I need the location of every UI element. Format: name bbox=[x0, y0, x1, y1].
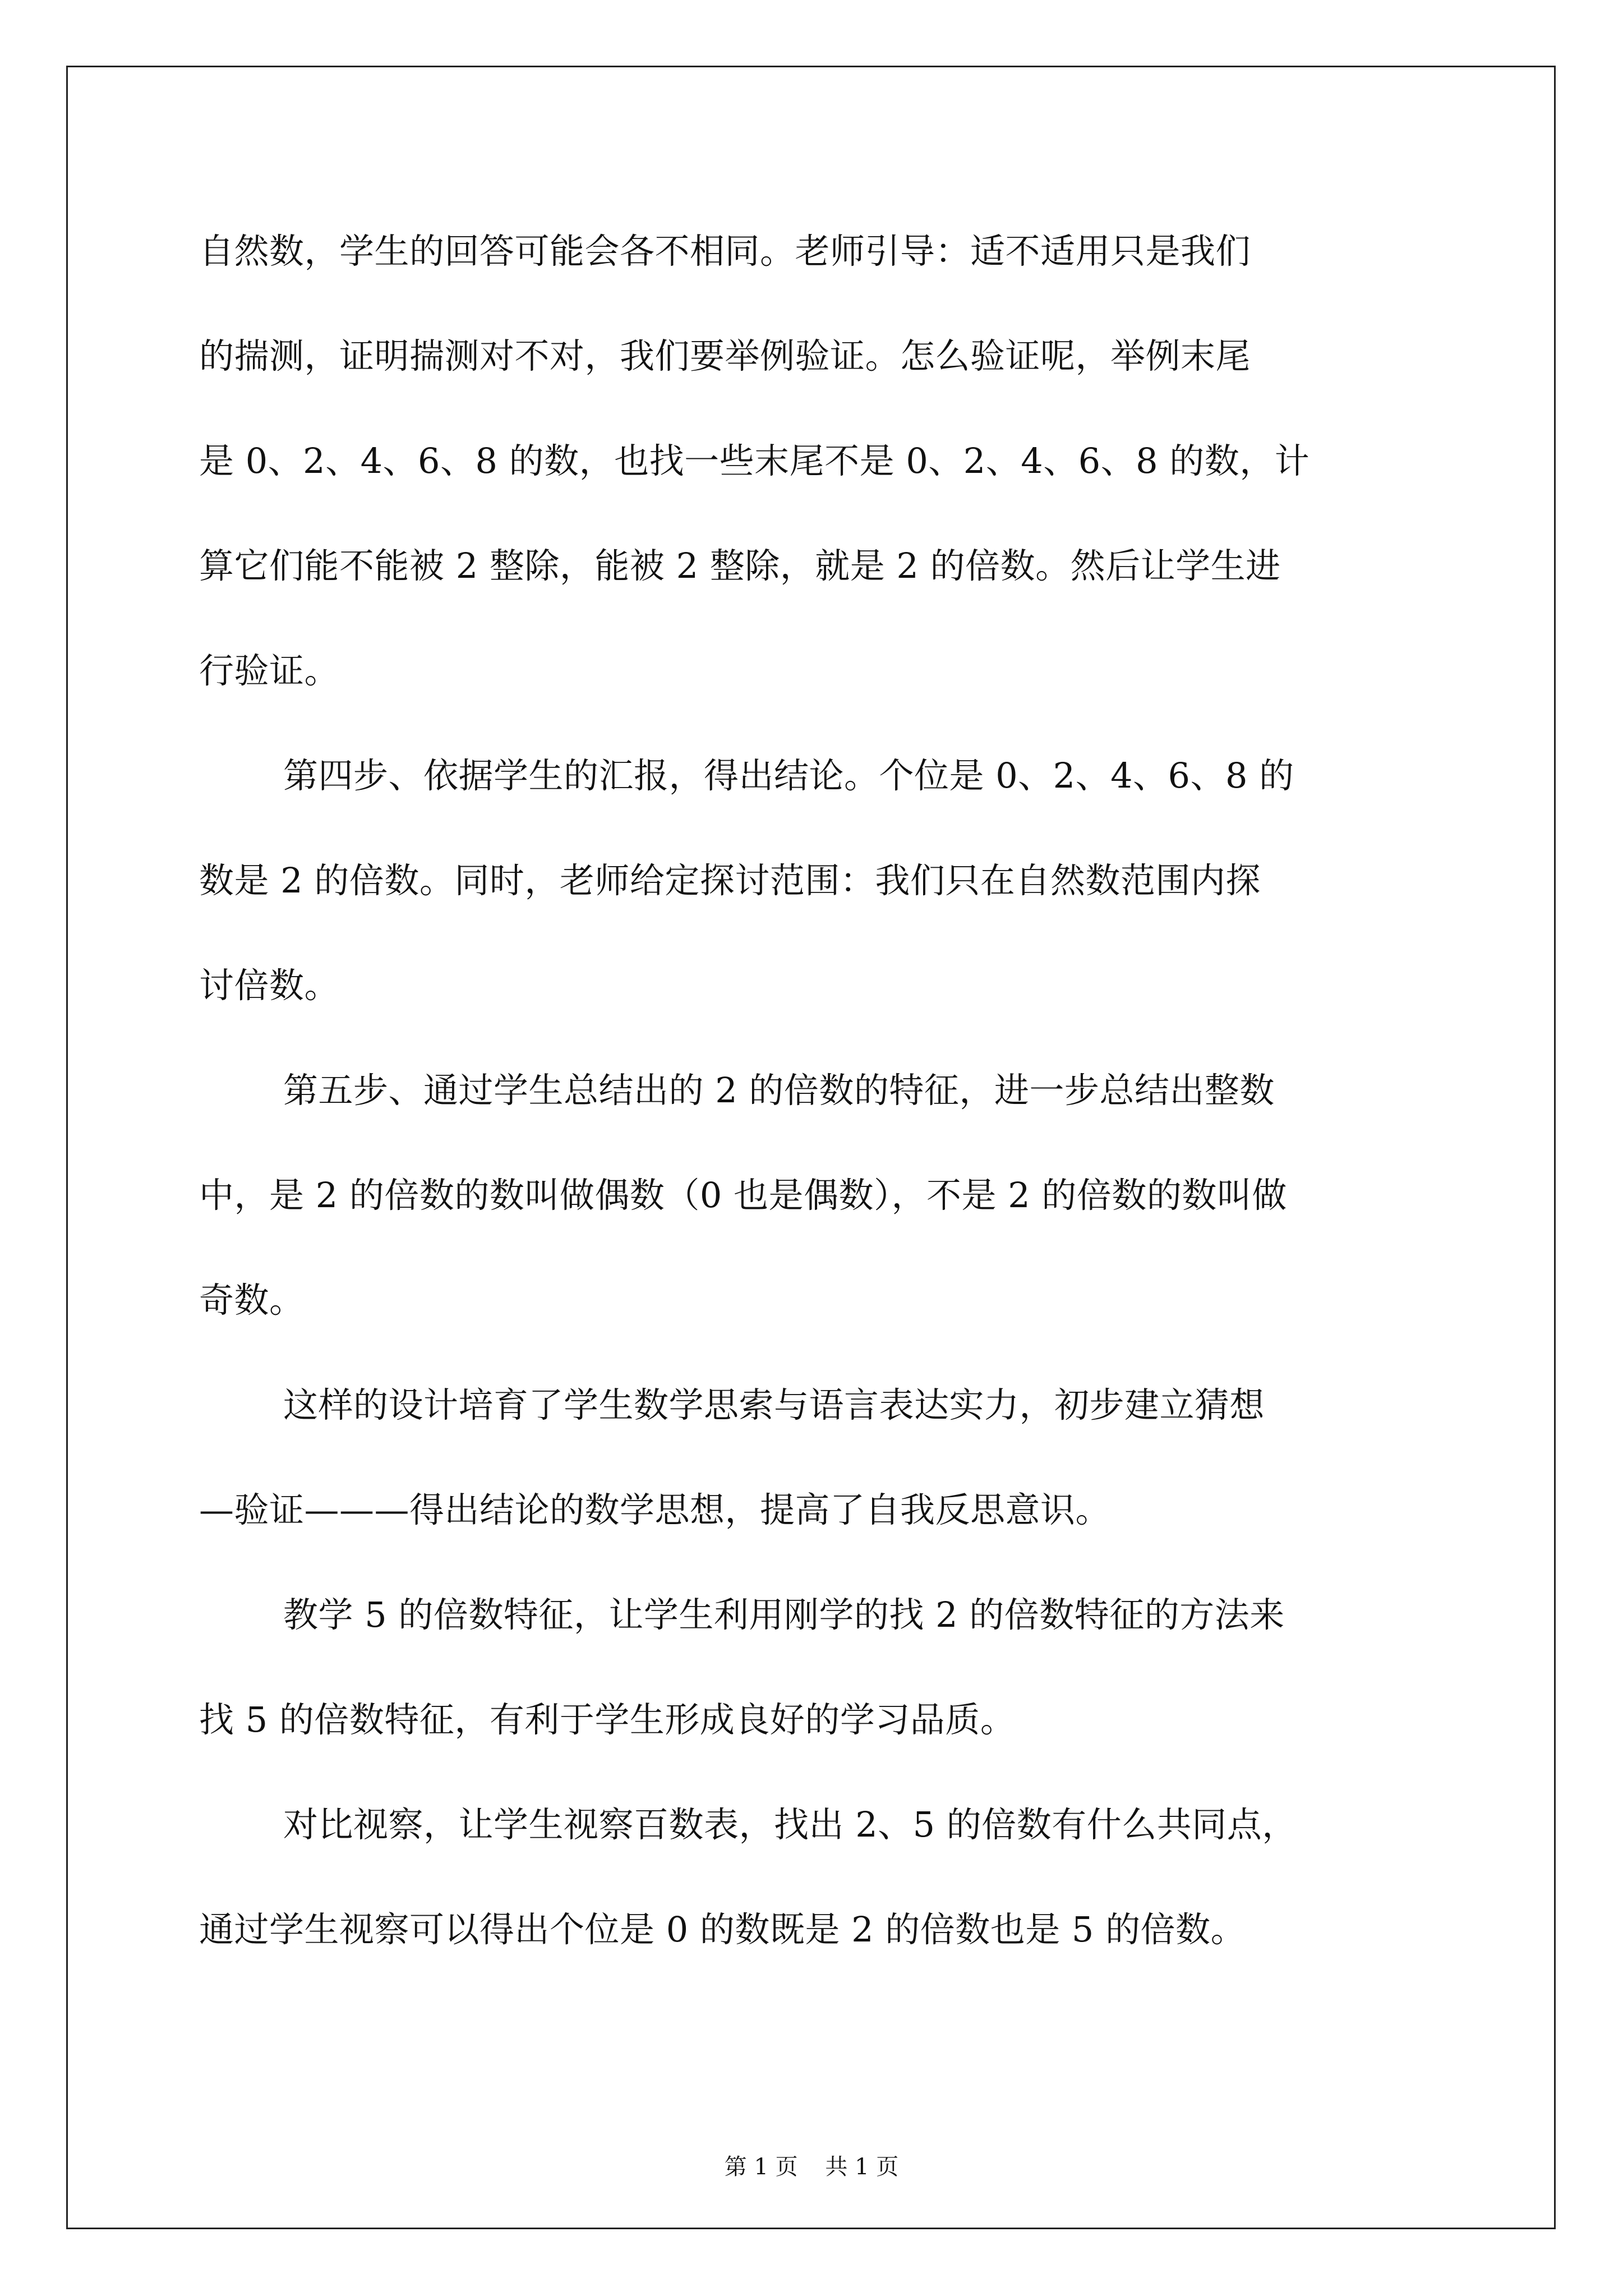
text-line: 的揣测，证明揣测对不对，我们要举例验证。怎么验证呢，举例末尾 bbox=[199, 335, 1251, 376]
text-line: 奇数。 bbox=[199, 1280, 305, 1320]
text-line: 行验证。 bbox=[199, 650, 340, 691]
page-number: 第 1 页 bbox=[724, 2154, 798, 2180]
paragraph-first-line: 教学 5 的倍数特征，让学生利用刚学的找 2 的倍数特征的方法来 bbox=[283, 1594, 1285, 1635]
text-line: 是 0、2、4、6、8 的数，也找一些末尾不是 0、2、4、6、8 的数，计 bbox=[199, 440, 1310, 481]
text-line: 中，是 2 的倍数的数叫做偶数（0 也是偶数），不是 2 的倍数的数叫做 bbox=[199, 1175, 1287, 1216]
paragraph-first-line: 对比视察，让学生视察百数表，找出 2、5 的倍数有什么共同点， bbox=[283, 1804, 1297, 1845]
text-line: 自然数，学生的回答可能会各不相同。老师引导：适不适用只是我们 bbox=[199, 231, 1251, 272]
paragraph-first-line: 第四步、依据学生的汇报，得出结论。个位是 0、2、4、6、8 的 bbox=[283, 755, 1294, 796]
page-total: 共 1 页 bbox=[825, 2154, 899, 2180]
paragraph-first-line: 这样的设计培育了学生数学思索与语言表达实力，初步建立猜想 bbox=[283, 1384, 1265, 1425]
text-line: —验证———得出结论的数学思想，提高了自我反思意识。 bbox=[199, 1489, 1111, 1530]
text-line: 讨倍数。 bbox=[199, 965, 340, 1006]
paragraph-first-line: 第五步、通过学生总结出的 2 的倍数的特征，进一步总结出整数 bbox=[283, 1070, 1275, 1111]
text-line: 算它们能不能被 2 整除，能被 2 整除，就是 2 的倍数。然后让学生进 bbox=[199, 545, 1281, 586]
text-line: 找 5 的倍数特征，有利于学生形成良好的学习品质。 bbox=[199, 1699, 1016, 1740]
text-line: 通过学生视察可以得出个位是 0 的数既是 2 的倍数也是 5 的倍数。 bbox=[199, 1909, 1246, 1950]
document-body bbox=[199, 219, 1427, 2002]
text-line: 数是 2 的倍数。同时，老师给定探讨范围：我们只在自然数范围内探 bbox=[199, 860, 1261, 901]
page-footer bbox=[0, 2151, 1623, 2183]
